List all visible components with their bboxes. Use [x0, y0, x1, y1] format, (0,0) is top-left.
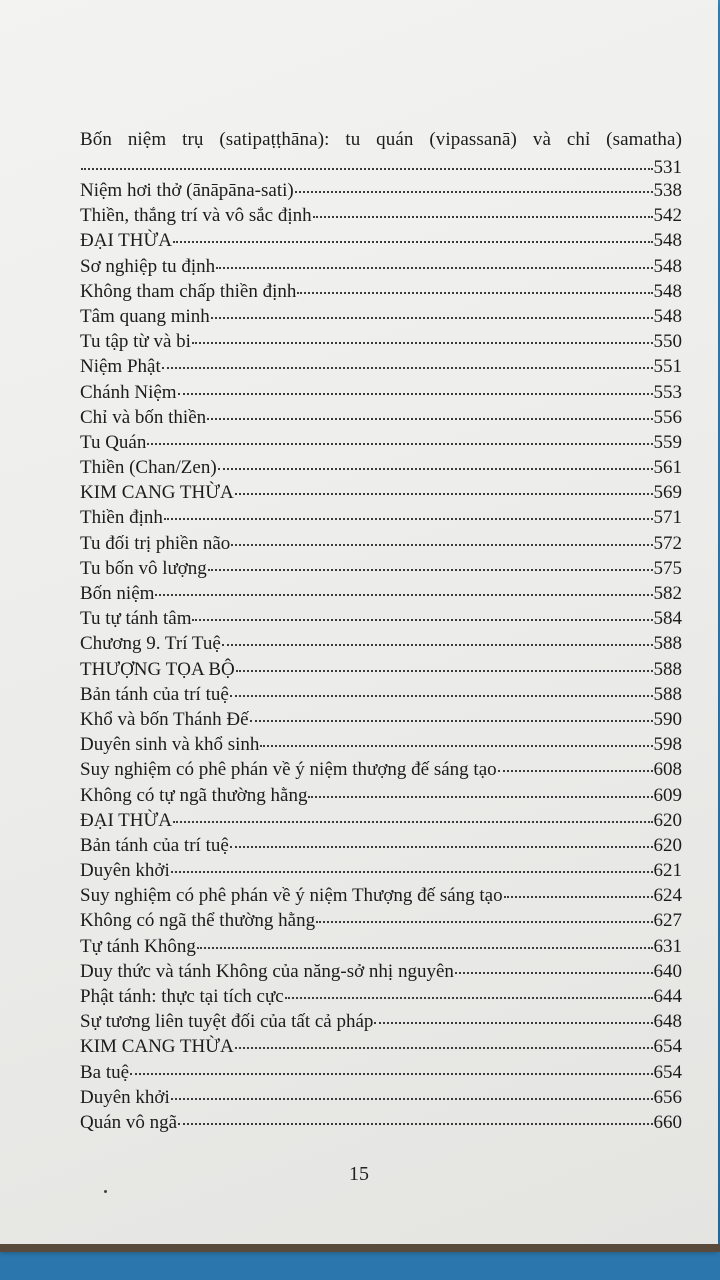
dot-leader [218, 449, 653, 470]
table-of-contents [80, 128, 682, 1132]
dot-leader [211, 298, 653, 319]
toc-entry-page: 559 [653, 431, 682, 453]
toc-entry-page: 548 [653, 305, 682, 327]
toc-entry-label: Tu tự tánh tâm [80, 608, 192, 630]
dot-leader [192, 323, 653, 344]
toc-entry-label: Niệm Phật [80, 356, 161, 378]
toc-entry-page: 654 [653, 1061, 682, 1083]
dot-leader [147, 424, 652, 445]
toc-entry-page: 588 [653, 658, 682, 680]
toc-entry-page: 572 [653, 532, 682, 554]
toc-entry-page: 608 [653, 759, 682, 781]
toc-entry-label: Khổ và bốn Thánh Đế [80, 708, 249, 730]
dot-leader [374, 1003, 652, 1024]
dot-leader [192, 600, 652, 621]
dot-leader [130, 1054, 652, 1075]
toc-entry-page: 556 [653, 406, 682, 428]
dot-leader [297, 273, 652, 294]
dot-leader [230, 676, 653, 697]
toc-entry-label: Thiền (Chan/Zen) [80, 457, 217, 479]
toc-entry-page: 542 [653, 205, 682, 227]
toc-entry-label: Duy thức và tánh Không của năng-sở nhị nguyên [80, 960, 454, 982]
toc-entry-label: Duyên khởi [80, 860, 170, 882]
toc-entry-label: Sự tương liên tuyệt đối của tất cả pháp [80, 1011, 374, 1033]
toc-entry-page: 598 [653, 734, 682, 756]
dot-leader [207, 399, 652, 420]
page-number: 15 [349, 1163, 369, 1185]
toc-entry-page: 654 [653, 1036, 682, 1058]
toc-entry-label: Tu tập từ và bi [80, 331, 191, 353]
toc-entry-label: ĐẠI THỪA [80, 230, 172, 252]
toc-entry-page: 656 [653, 1086, 682, 1108]
toc-entry-page: 631 [653, 935, 682, 957]
toc-entry-page: 648 [653, 1011, 682, 1033]
toc-entry-label: THƯỢNG TỌA BỘ [80, 658, 235, 680]
toc-entry-label: Tu bốn vô lượng [80, 557, 207, 579]
book-edge [0, 1244, 720, 1252]
toc-entry-page: 561 [653, 457, 682, 479]
dot-leader [173, 802, 653, 823]
toc-entry-label: Quán vô ngã [80, 1111, 178, 1133]
dot-leader [285, 978, 653, 999]
toc-entry-page: 627 [653, 910, 682, 932]
toc-entry-label: Bản tánh của trí tuệ [80, 683, 229, 705]
dot-leader [222, 625, 653, 646]
toc-entry-page: 644 [653, 986, 682, 1007]
dot-leader [250, 701, 653, 722]
toc-entry-label: ĐẠI THỪA [80, 809, 172, 831]
toc-entry-label: Không có ngã thể thường hằng [80, 910, 316, 932]
toc-entry-label: KIM CANG THỪA [80, 1036, 234, 1058]
toc-entry-label: Duyên sinh và khổ sinh [80, 734, 260, 756]
toc-entry-label: Bốn niệm [80, 583, 155, 604]
dot-leader [231, 525, 652, 546]
dot-leader [313, 197, 653, 218]
toc-entry-label: Tu đối trị phiền não [80, 532, 231, 554]
toc-entry-label: Thiền, thắng trí và vô sắc định [80, 205, 312, 227]
toc-entry-label: Tu Quán [80, 431, 147, 453]
toc-entry-label: Suy nghiệm có phê phán về ý niệm Thượng đế sáng tạo [80, 885, 503, 907]
toc-entry-page: 584 [653, 608, 682, 630]
toc-entry-page: 548 [653, 230, 682, 252]
toc-entry-label: Bản tánh của trí tuệ [80, 834, 229, 856]
toc-entry-page: 590 [653, 708, 682, 730]
toc-entry-label: Niệm hơi thở (ānāpāna-sati) [80, 180, 294, 201]
toc-entry-page: 588 [653, 633, 682, 655]
toc-entry-page: 640 [653, 960, 682, 982]
dot-leader [178, 1104, 652, 1125]
toc-entry-page: 582 [653, 583, 682, 604]
toc-entry [80, 1107, 682, 1132]
dot-leader [173, 222, 653, 243]
dot-leader [235, 474, 653, 495]
dot-leader [171, 1079, 653, 1100]
toc-entry-page: 620 [653, 809, 682, 831]
toc-entry-label: Duyên khởi [80, 1086, 170, 1108]
dot-leader [455, 953, 653, 974]
toc-entry-label: Bốn niệm trụ (satipaṭṭhāna): tu quán (vipassanā) và chỉ (samatha) [80, 129, 682, 150]
toc-list [80, 175, 682, 1132]
dot-leader [164, 499, 653, 520]
toc-entry-label: Không có tự ngã thường hằng [80, 784, 308, 806]
toc-entry-page: 538 [653, 180, 682, 201]
toc-entry-page: 621 [653, 860, 682, 882]
toc-entry-label: Ba tuệ [80, 1061, 130, 1083]
toc-entry-page: 571 [653, 507, 682, 529]
dot-leader [260, 726, 652, 747]
toc-entry-page: 620 [653, 834, 682, 856]
toc-entry-page: 548 [653, 280, 682, 302]
toc-entry-label: Tự tánh Không [80, 935, 196, 957]
toc-entry-label: KIM CANG THỪA [80, 482, 234, 504]
dot-leader [308, 777, 652, 798]
dot-leader [504, 877, 653, 898]
dot-leader [216, 248, 652, 269]
toc-entry-page: 531 [653, 157, 682, 178]
toc-entry-page: 553 [653, 381, 682, 403]
dot-leader [197, 928, 653, 949]
toc-entry-page: 609 [653, 784, 682, 806]
print-speck [104, 1190, 107, 1193]
toc-entry-label: Tâm quang minh [80, 305, 210, 327]
dot-leader [235, 1028, 653, 1049]
toc-entry-label: Phật tánh: thực tại tích cực [80, 986, 284, 1007]
toc-entry-label: Không tham chấp thiền định [80, 280, 297, 302]
toc-entry-page: 588 [653, 683, 682, 705]
toc-entry-page: 569 [653, 482, 682, 504]
dot-leader [498, 751, 653, 772]
toc-entry-page: 624 [653, 885, 682, 907]
dot-leader [295, 172, 653, 193]
toc-entry-page: 575 [653, 557, 682, 579]
toc-entry-page: 660 [653, 1111, 682, 1133]
toc-entry-label: Chương 9. Trí Tuệ [80, 633, 221, 655]
dot-leader [81, 149, 653, 170]
toc-entry-label: Chánh Niệm [80, 381, 177, 403]
toc-entry-page: 550 [653, 331, 682, 353]
toc-entry-label: Suy nghiệm có phê phán về ý niệm thượng đế sáng tạo [80, 759, 497, 781]
dot-leader [230, 827, 653, 848]
toc-entry-page: 548 [653, 255, 682, 277]
dot-leader [162, 348, 653, 369]
toc-entry-label: Chỉ và bốn thiền [80, 406, 207, 428]
dot-leader [171, 852, 653, 873]
dot-leader [208, 550, 653, 571]
toc-entry-label: Sơ nghiệp tu định [80, 255, 216, 277]
toc-entry-label: Thiền định [80, 507, 163, 529]
dot-leader [178, 374, 653, 395]
dot-leader [155, 575, 652, 596]
toc-entry-page: 551 [653, 356, 682, 378]
dot-leader [316, 902, 652, 923]
dot-leader [236, 651, 653, 672]
